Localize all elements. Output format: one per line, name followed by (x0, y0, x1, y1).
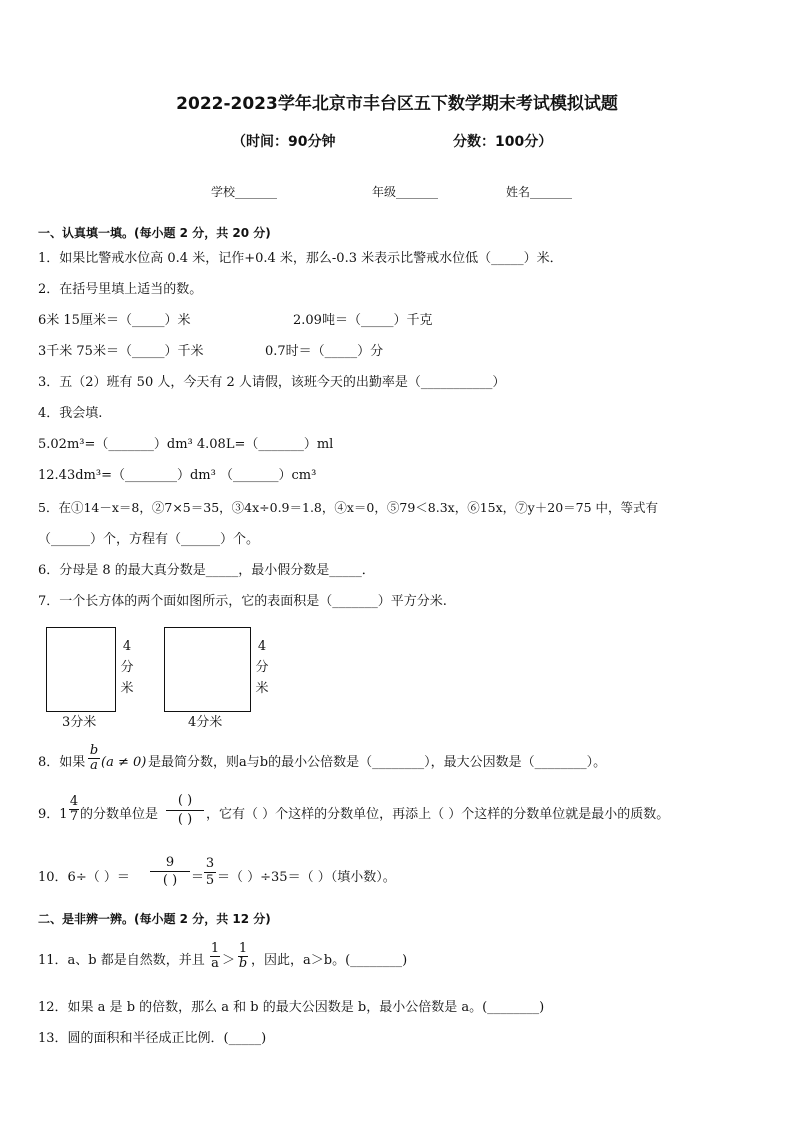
dim-label-1-bottom: 3分米 (62, 715, 97, 730)
rectangle-face-1 (46, 627, 116, 712)
question-10-prefix: 10．6÷（ ）＝ (38, 870, 130, 885)
fraction-4-over-7 (69, 795, 79, 824)
question-11-text: ，因此，a＞b。(________) (251, 953, 408, 968)
fraction-numerator: 1 (210, 941, 220, 956)
school-field: 学校_______ (211, 185, 278, 199)
question-10-equals: ＝ (191, 870, 205, 885)
question-12: 12．如果 a 是 b 的倍数，那么 a 和 b 的最大公因数是 b，最小公倍数是 a。(________) (38, 1000, 545, 1015)
section-2-heading: 二、是非辨一辨。(每小题 2 分，共 12 分) (38, 912, 271, 926)
question-5-line2: （______）个，方程有（______）个。 (38, 532, 260, 547)
fraction-numerator: 3 (205, 856, 215, 871)
question-2c: 3千米 75米＝（_____）千米 (38, 344, 204, 359)
rectangle-face-2 (164, 627, 251, 712)
fraction-9-over-blank (150, 855, 190, 890)
name-field: 姓名_______ (506, 185, 573, 199)
question-2d: 0.7时＝（_____）分 (265, 344, 384, 359)
fraction-numerator: b (89, 743, 99, 758)
page-title: 2022-2023学年北京市丰台区五下数学期末考试模拟试题 (176, 94, 618, 114)
question-4b: 12.43dm³=（________）dm³ （_______）cm³ (38, 468, 317, 483)
question-1: 1．如果比警戒水位高 0.4 米，记作+0.4 米，那么-0.3 米表示比警戒水位低（_____）米． (38, 251, 563, 266)
dim-label-2-unit-b: 米 (255, 681, 269, 696)
question-7: 7．一个长方体的两个面如图所示，它的表面积是（_______）平方分米. (38, 594, 447, 609)
section-1-heading: 一、认真填一填。(每小题 2 分，共 20 分) (38, 226, 271, 240)
question-6: 6．分母是 8 的最大真分数是_____，最小假分数是_____． (38, 563, 375, 578)
question-3: 3．五（2）班有 50 人，今天有 2 人请假，该班今天的出勤率是（___________） (38, 375, 506, 390)
question-13: 13．圆的面积和半径成正比例．(_____) (38, 1031, 267, 1046)
question-8-prefix: 8．如果 (38, 755, 86, 770)
question-10-text: ＝（ ）÷35＝（ ）（填小数）。 (217, 870, 396, 885)
fraction-denominator-blank: ( ) (166, 810, 204, 829)
fraction-1-over-b (238, 942, 248, 971)
fraction-numerator: 1 (238, 941, 248, 956)
grade-field: 年级_______ (372, 185, 439, 199)
question-2a: 6米 15厘米＝（_____）米 (38, 313, 191, 328)
fraction-denominator: a (211, 956, 219, 971)
dim-label-2-digit: 4 (257, 639, 267, 654)
question-8-condition: (a ≠ 0) (101, 755, 147, 770)
dim-label-2-unit-a: 分 (255, 660, 269, 675)
question-5-line1: 5．在①14－x＝8，②7×5＝35，③4x÷0.9＝1.8，④x＝0，⑤79＜8.3x，⑥15x，⑦y＋20＝75 中，等式有 (38, 500, 659, 515)
dim-label-1-digit: 4 (122, 639, 132, 654)
fraction-b-over-a (88, 744, 100, 773)
question-4a: 5.02m³=（_______）dm³ 4.08L=（_______）ml (38, 437, 334, 452)
question-11-gt: ＞ (222, 953, 236, 968)
question-8-text: 是最简分数，则a与b的最小公倍数是（________），最大公因数是（________）。 (148, 755, 607, 770)
dim-label-1-unit-a: 分 (120, 660, 134, 675)
fraction-3-over-5 (204, 856, 216, 889)
question-2b: 2.09吨＝（_____）千克 (293, 313, 433, 328)
fraction-denominator: 5 (205, 873, 215, 888)
fraction-denominator-blank: ( ) (150, 871, 190, 890)
question-4: 4．我会填. (38, 406, 103, 421)
fraction-denominator: a (88, 758, 100, 773)
question-2: 2．在括号里填上适当的数。 (38, 282, 203, 297)
question-9-prefix: 9．1 (38, 807, 68, 822)
time-limit: （时间：90分钟 (232, 134, 336, 150)
dim-label-2-bottom: 4分米 (188, 715, 223, 730)
fraction-blank-unit (166, 792, 204, 829)
fraction-numerator: 4 (69, 794, 79, 809)
question-11-prefix: 11．a、b 都是自然数，并且 (38, 953, 205, 968)
dim-label-1-unit-b: 米 (120, 681, 134, 696)
fraction-denominator: 7 (69, 809, 79, 824)
fraction-numerator-blank: ( ) (177, 793, 193, 808)
question-9-middle: 的分数单位是 (80, 807, 159, 822)
fraction-denominator: b (238, 956, 248, 971)
fraction-1-over-a (210, 942, 220, 971)
fraction-numerator: 9 (165, 855, 175, 870)
question-9-text: ，它有（ ）个这样的分数单位，再添上（ ）个这样的分数单位就是最小的质数。 (206, 807, 670, 822)
total-score: 分数：100分） (453, 134, 553, 150)
